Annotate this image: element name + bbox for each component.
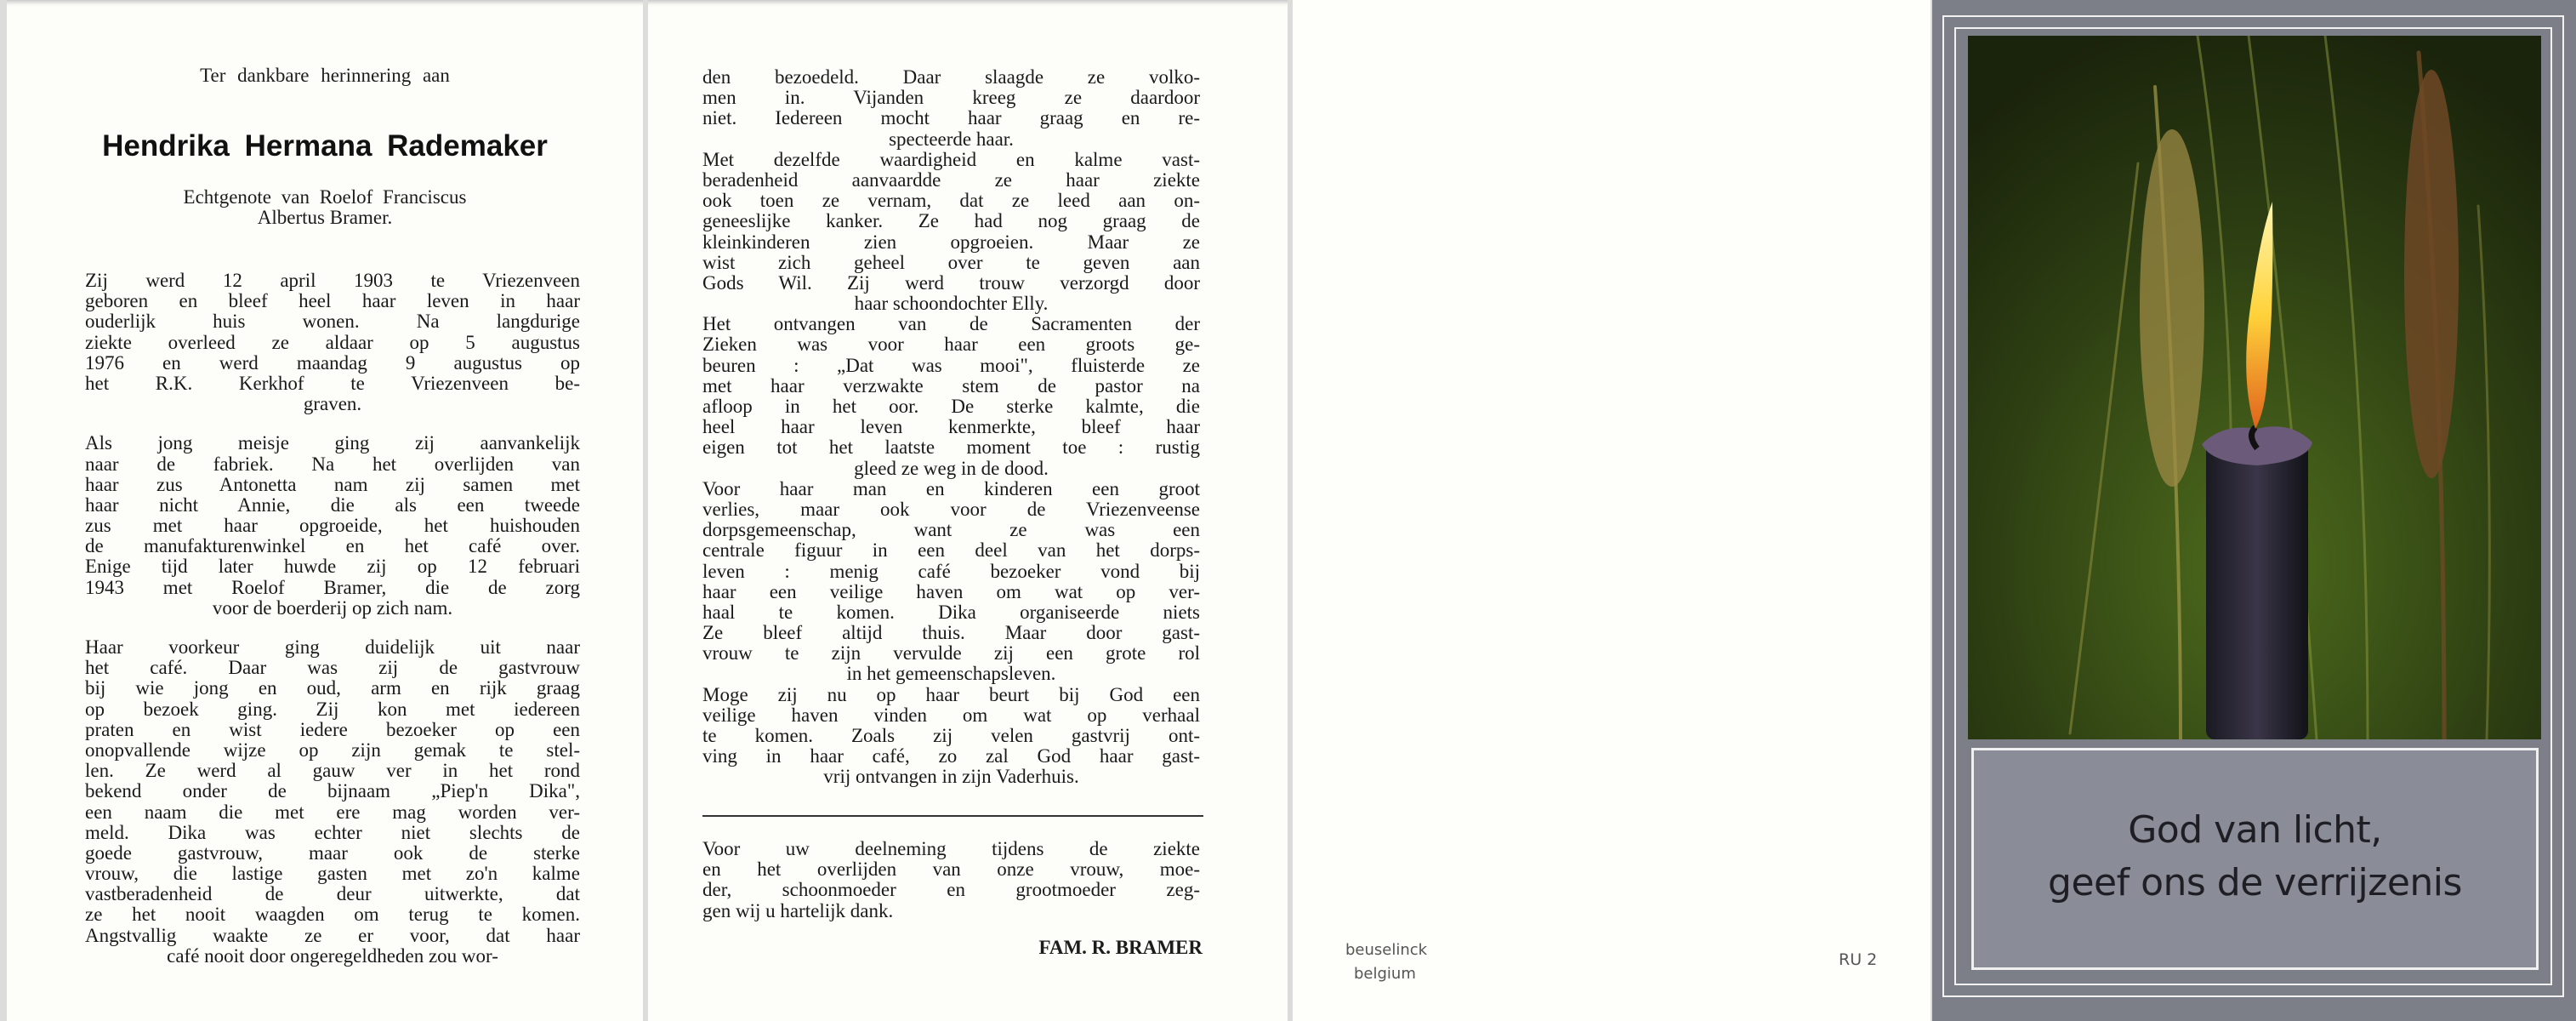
text-line: ziekte overleed ze aldaar op 5 augustus	[85, 332, 580, 353]
publisher-country: belgium	[1354, 965, 1416, 983]
text-line: goede gastvrouw, maar ook de sterke	[85, 842, 580, 864]
thanks-text	[702, 839, 1200, 921]
text-line: Enige tijd later huwde zij op 12 februari	[85, 556, 580, 578]
text-line: geneeslijke kanker. Ze had nog graag de	[702, 211, 1200, 232]
text-line: onopvallende wijze op zijn gemak te stel-	[85, 739, 580, 761]
text-line: len. Ze werd al gauw ver in het rond	[85, 761, 580, 782]
caption-line-2: geef ons de verrijzenis	[2048, 861, 2462, 904]
text-line: ook toen ze vernam, dat ze leed aan on-	[702, 191, 1200, 212]
text-line: Voor haar man en kinderen een groot	[702, 478, 1200, 499]
text-line: centrale figuur in een deel van het dorps-	[702, 540, 1200, 562]
text-line: niet. Iedereen mocht haar graag en re-	[702, 108, 1200, 129]
text-line: Moge zij nu op haar beurt bij God een	[702, 684, 1200, 705]
text-line: zus met haar opgroeide, het huishouden	[85, 516, 580, 537]
text-line: ze het nooit waagden om terug te komen.	[85, 904, 580, 926]
candle-wheat-photo	[1968, 36, 2541, 739]
biography-text-column-2	[702, 67, 1200, 788]
card-code: RU 2	[1839, 950, 1878, 969]
text-line: café nooit door ongeregeldheden zou wor-	[167, 945, 498, 967]
wheat-ear-left	[2140, 129, 2204, 487]
text-line: specteerde haar.	[889, 128, 1014, 150]
text-line: op bezoek ging. Zij kon met iedereen	[85, 699, 580, 720]
text-line: vrij ontvangen in zijn Vaderhuis.	[823, 767, 1079, 788]
text-line: te komen. Zoals zij velen gastvrij ont-	[702, 726, 1200, 746]
text-line: beradenheid aanvaardde ze haar ziekte	[702, 169, 1200, 191]
text-line: haar zus Antonetta nam zij samen met	[85, 474, 580, 495]
text-line: de manufakturenwinkel en het café over.	[85, 536, 580, 557]
text-line: 1976 en werd maandag 9 augustus op	[85, 352, 580, 374]
text-line: haar een veilige haven om wat op ver-	[702, 581, 1200, 602]
text-line: in het gemeenschapsleven.	[846, 664, 1056, 685]
text-line: dorpsgemeenschap, want ze was een	[702, 520, 1200, 541]
text-line: afloop in het oor. De sterke kalmte, die	[702, 396, 1200, 417]
text-line: haar nicht Annie, die als een tweede	[85, 494, 580, 516]
text-line: Gods Wil. Zij werd trouw verzorgd door	[702, 272, 1200, 294]
caption-box	[1971, 748, 2539, 970]
text-line: eigen tot het laatste moment toe : rustig	[702, 437, 1200, 459]
text-line: het café. Daar was zij de gastvrouw	[85, 658, 580, 679]
deceased-name: Hendrika Hermana Rademaker	[102, 129, 548, 163]
text-line: kleinkinderen zien opgroeien. Maar ze	[702, 231, 1200, 253]
text-line: verlies, maar ook voor de Vriezenveense	[702, 499, 1200, 520]
intro-text: Ter dankbare herinnering aan	[200, 65, 450, 86]
text-line: voor de boerderij op zich nam.	[212, 597, 453, 619]
text-line: men in. Vijanden kreeg ze daardoor	[702, 88, 1200, 109]
divider-rule	[702, 815, 1203, 817]
spouse-line-2: Albertus Bramer.	[257, 207, 393, 228]
text-line: Ze bleef altijd thuis. Maar door gast-	[702, 623, 1200, 644]
wheat-ear-right	[2404, 70, 2459, 478]
publisher-name: beuselinck	[1345, 941, 1428, 959]
text-line: ouderlijk huis wonen. Na langdurige	[85, 311, 580, 333]
text-line: haal te komen. Dika organiseerde niets	[702, 602, 1200, 623]
card-panel-back	[1293, 0, 1931, 1021]
text-line: een naam die met ere mag worden ver-	[85, 801, 580, 823]
text-line: vastberadenheid de deur uitwerkte, dat	[85, 884, 580, 905]
text-line: Het ontvangen van de Sacramenten der	[702, 314, 1200, 335]
card-panel-inside-right	[648, 0, 1288, 1021]
text-line: geboren en bleef heel haar leven in haar	[85, 291, 580, 312]
text-line: het R.K. Kerkhof te Vriezenveen be-	[85, 373, 580, 394]
spouse-line-1: Echtgenote van Roelof Franciscus	[183, 186, 467, 208]
text-line: vrouw te zijn vervulde zij een grote rol	[702, 643, 1200, 665]
card-panel-inside-left	[7, 0, 643, 1021]
text-line: Angstvallig waakte ze er voor, dat haar	[85, 925, 580, 946]
text-line: leven : menig café bezoeker vond bij	[702, 561, 1200, 582]
text-line: Als jong meisje ging zij aanvankelijk	[85, 433, 580, 454]
text-line: Zieken was voor haar een groots ge-	[702, 334, 1200, 356]
text-line: wist zich geheel over te geven aan	[702, 252, 1200, 273]
caption-line-1: God van licht,	[2128, 808, 2382, 852]
text-line: met haar verzwakte stem de pastor na	[702, 375, 1200, 396]
text-line: haar schoondochter Elly.	[854, 294, 1049, 315]
text-line: graven.	[303, 394, 362, 415]
text-line: praten en wist iedere bezoeker op een	[85, 719, 580, 740]
candle	[2206, 440, 2308, 739]
text-line: veilige haven vinden om wat op verhaal	[702, 704, 1200, 726]
biography-text-column-1	[85, 271, 580, 967]
text-line: Zij werd 12 april 1903 te Vriezenveen	[85, 271, 580, 291]
text-line: meld. Dika was echter niet slechts de	[85, 822, 580, 843]
text-line: vrouw, die lastige gasten met zo'n kalme	[85, 864, 580, 885]
family-signature: FAM. R. BRAMER	[1038, 937, 1203, 958]
text-line: beuren : „Dat was mooi", fluisterde ze	[702, 355, 1200, 376]
text-line: 1943 met Roelof Bramer, die de zorg	[85, 577, 580, 598]
text-line: Voor uw deelneming tijdens de ziekte	[702, 839, 1200, 859]
text-line: der, schoonmoeder en grootmoeder zeg-	[702, 880, 1200, 901]
text-line: Met dezelfde waardigheid en kalme vast-	[702, 149, 1200, 170]
text-line: bij wie jong en oud, arm en rijk graag	[85, 678, 580, 699]
text-line: heel haar leven kenmerkte, bleef haar	[702, 417, 1200, 438]
text-line: en het overlijden van onze vrouw, moe-	[702, 859, 1200, 881]
text-line: naar de fabriek. Na het overlijden van	[85, 453, 580, 475]
text-line: gleed ze weg in de dood.	[854, 458, 1049, 479]
text-line: bekend onder de bijnaam „Piep'n Dika",	[85, 781, 580, 802]
text-line: ving in haar café, zo zal God haar gast-	[702, 746, 1200, 767]
text-line: Haar voorkeur ging duidelijk uit naar	[85, 637, 580, 658]
text-line: gen wij u hartelijk dank.	[702, 900, 894, 921]
text-line: den bezoedeld. Daar slaagde ze volko-	[702, 67, 1200, 88]
